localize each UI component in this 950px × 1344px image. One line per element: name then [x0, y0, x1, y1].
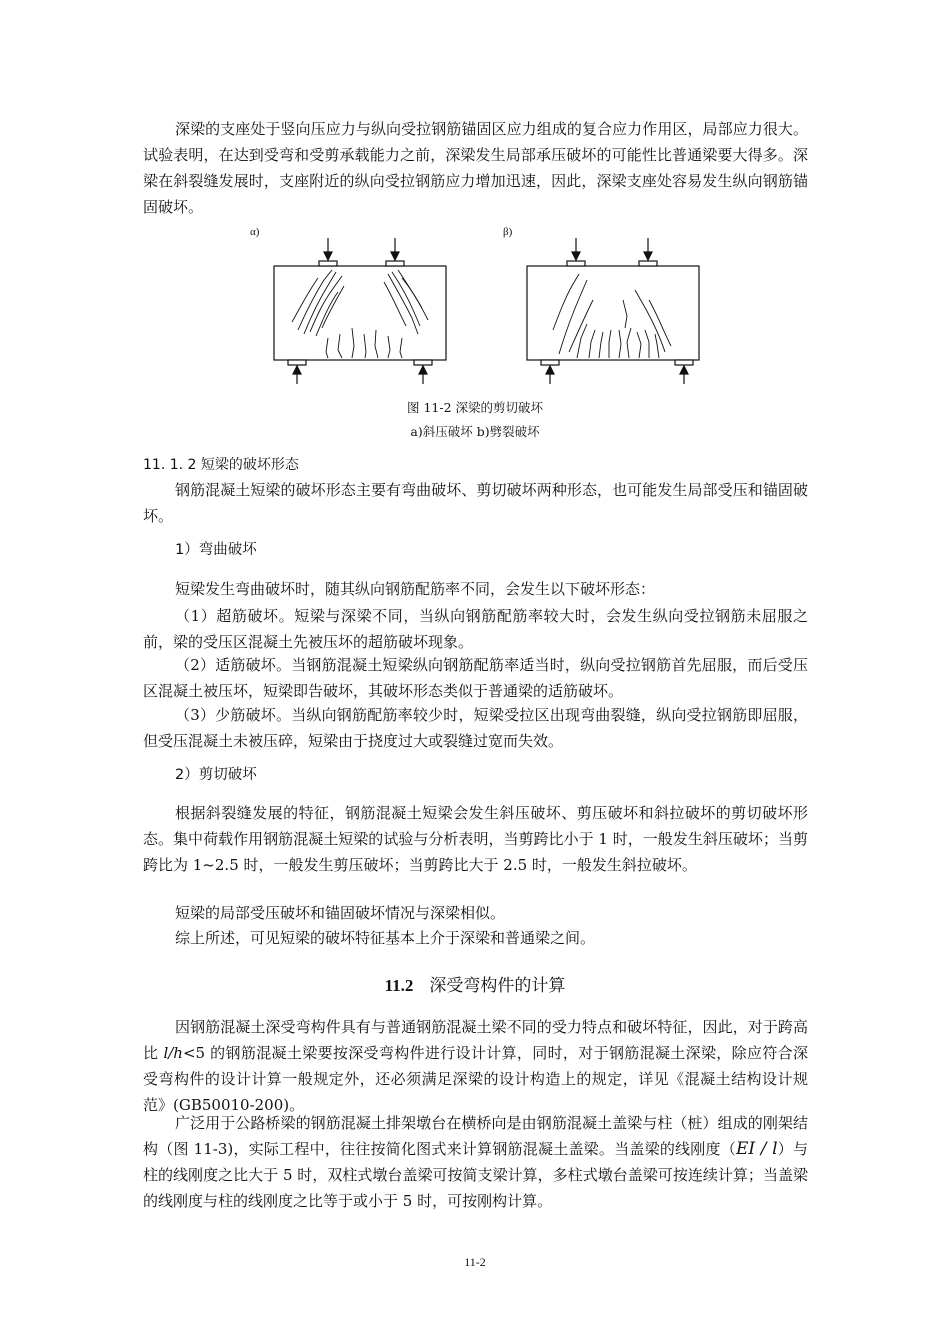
bending-item-3: （3）少筋破坏。当纵向钢筋配筋率较少时，短梁受拉区出现弯曲裂缝，纵向受拉钢筋即屈服，但受压混凝土未被压碎，短梁由于挠度过大或裂缝过宽而失效。 [143, 706, 808, 750]
bending-heading: 1）弯曲破坏 [175, 542, 257, 558]
shear-paragraph-2: 短梁的局部受压破坏和锚固破坏情况与深梁相似。 [175, 904, 506, 922]
figure-caption-line1: 图 11-2 深梁的剪切破坏 [406, 400, 544, 415]
section-paragraph-1-text-a: 因钢筋混凝土深受弯构件具有与普通钢筋混凝土梁不同的受力特点和破坏特征，因此，对于跨高比 [143, 1018, 808, 1062]
section-paragraph-2-text-b: ）与柱的线刚度之比大于 5 时，双柱式墩台盖梁可按简支梁计算，多柱式墩台盖梁可按连续计算；当盖梁的线刚度与柱的线刚度之比等于或小于 5 时，可按刚构计算。 [143, 1140, 808, 1210]
span-to-depth-formula: l/h [163, 1044, 183, 1062]
figure-caption-line2: a)斜压破坏 b)劈裂破坏 [410, 424, 540, 439]
section-title-text: 深受弯构件的计算 [429, 976, 566, 996]
figure-a-diagonal-compression [262, 234, 462, 384]
section-paragraph-1 [143, 1014, 808, 1118]
section-number: 11.2 [384, 976, 414, 995]
shear-paragraph-3: 综上所述，可见短梁的破坏特征基本上介于深梁和普通梁之间。 [175, 929, 596, 947]
subsection-intro: 钢筋混凝土短梁的破坏形态主要有弯曲破坏、剪切破坏两种形态，也可能发生局部受压和锚固破坏。 [143, 481, 808, 525]
shear-heading: 2）剪切破坏 [175, 767, 257, 783]
section-paragraph-2-text-a: 广泛用于公路桥梁的钢筋混凝土排架墩台在横桥向是由钢筋混凝土盖梁与柱（桩）组成的刚架结构（图 11-3)，实际工程中，往往按简化图式来计算钢筋混凝土盖梁。当盖梁的线刚度（ [143, 1114, 808, 1158]
linear-stiffness-formula: EI / l [735, 1139, 778, 1159]
bending-item-1: （1）超筋破坏。短梁与深梁不同，当纵向钢筋配筋率较大时，会发生纵向受拉钢筋未屈服之前，梁的受压区混凝土先被压坏的超筋破坏现象。 [143, 607, 808, 651]
shear-paragraph-1: 根据斜裂缝发展的特征，钢筋混凝土短梁会发生斜压破坏、剪压破坏和斜拉破坏的剪切破坏形态。集中荷载作用钢筋混凝土短梁的试验与分析表明，当剪跨比小于 1 时，一般发生斜压破坏；当剪跨比为 1~2.5 时，一般发生剪压破坏；当剪跨比大于 2.5 时，一般发生斜拉破坏。 [143, 804, 808, 874]
figure-label-a: α) [250, 226, 260, 238]
section-title [0, 974, 950, 998]
page-number: 11-2 [464, 1255, 486, 1269]
figure-label-b: β) [503, 226, 513, 238]
figure-b-splitting [515, 234, 715, 384]
bending-item-2: （2）适筋破坏。当钢筋混凝土短梁纵向钢筋配筋率适当时，纵向受拉钢筋首先屈服，而后受压区混凝土被压坏，短梁即告破坏，其破坏形态类似于普通梁的适筋破坏。 [143, 656, 808, 700]
section-paragraph-2 [143, 1110, 808, 1214]
intro-paragraph: 深梁的支座处于竖向压应力与纵向受拉钢筋锚固区应力组成的复合应力作用区，局部应力很大。试验表明，在达到受弯和受剪承载能力之前，深梁发生局部承压破坏的可能性比普通梁要大得多。深梁在斜裂缝发展时，支座附近的纵向受拉钢筋应力增加迅速，因此，深梁支座处容易发生纵向钢筋锚固破坏。 [143, 120, 808, 216]
section-paragraph-1-text-b: <5 的钢筋混凝土梁要按深受弯构件进行设计计算，同时，对于钢筋混凝土深梁，除应符合深受弯构件的设计计算一般规定外，还必须满足深梁的设计构造上的规定，详见《混凝土结构设计规范》(GB50010-200)。 [143, 1044, 808, 1114]
subsection-title: 11. 1. 2 短梁的破坏形态 [143, 457, 299, 473]
bending-intro: 短梁发生弯曲破坏时，随其纵向钢筋配筋率不同，会发生以下破坏形态： [175, 580, 656, 598]
